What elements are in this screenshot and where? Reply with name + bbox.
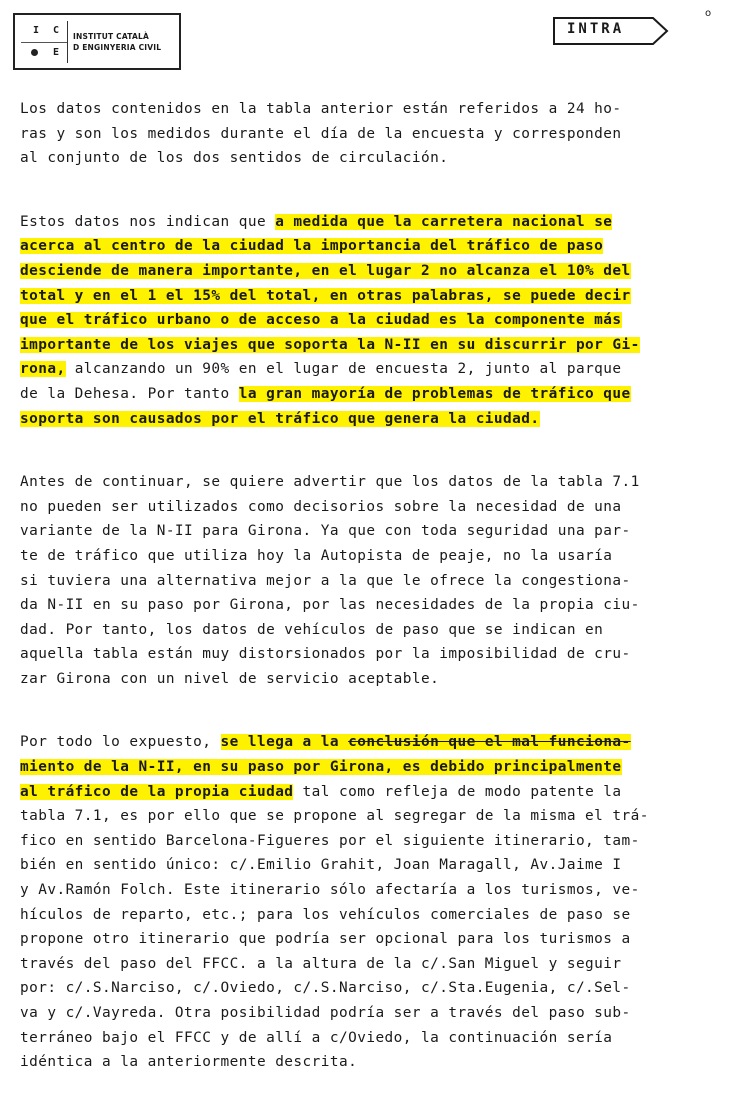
logo-cell-e: E	[53, 47, 60, 58]
text-segment: tal como refleja de modo patente la	[293, 783, 622, 800]
text-segment: bién en sentido único: c/.Emilio Grahit, Joan Maragall, Av.Jaime I	[20, 857, 622, 874]
text-segment: tabla 7.1, es por ello que se propone al segregar de la misma el trá-	[20, 808, 649, 825]
text-line	[20, 780, 720, 805]
text-line	[20, 618, 720, 643]
text-segment: Estos datos nos indican que	[20, 213, 276, 230]
text-segment: Antes de continuar, se quiere advertir que los datos de la tabla 7.1	[20, 474, 640, 491]
text-line	[20, 519, 720, 544]
logo-cell-i: I	[33, 25, 40, 36]
text-segment: de la Dehesa. Por tanto	[20, 385, 239, 402]
text-line	[20, 755, 720, 780]
text-line	[20, 878, 720, 903]
text-line	[20, 382, 720, 407]
highlighted-text: importante de los viajes que soporta la N-II en su discurrir por Gi-	[20, 336, 640, 353]
text-line	[20, 1001, 720, 1026]
text-line	[20, 234, 720, 259]
corner-mark: o	[705, 8, 712, 19]
logo-mark	[21, 21, 68, 63]
text-segment: idéntica a la anteriormente descrita.	[20, 1054, 358, 1071]
text-line	[20, 853, 720, 878]
highlighted-text: acerca al centro de la ciudad la importancia del tráfico de paso	[20, 238, 604, 255]
text-line	[20, 357, 720, 382]
logo-dot-icon	[31, 49, 38, 56]
text-segment: no pueden ser utilizados como decisorios sobre la necesidad de una	[20, 498, 622, 515]
paragraph	[20, 470, 720, 691]
text-segment: hículos de reparto, etc.; para los vehículos comerciales de paso se	[20, 906, 631, 923]
text-line	[20, 952, 720, 977]
text-line	[20, 210, 720, 235]
intra-label: INTRA	[567, 21, 625, 37]
text-line	[20, 903, 720, 928]
institute-logo	[13, 13, 181, 70]
document-body	[20, 97, 720, 1114]
text-segment: va y c/.Vayreda. Otra posibilidad podría ser a través del paso sub-	[20, 1005, 631, 1021]
logo-cell-c: C	[53, 25, 60, 36]
text-segment: alcanzando un 90% en el lugar de encuesta 2, junto al parque	[65, 361, 622, 378]
text-line	[20, 1050, 720, 1075]
highlighted-text: soporta son causados por el tráfico que genera la ciudad.	[20, 410, 540, 427]
intra-stamp	[553, 17, 669, 45]
text-line	[20, 976, 720, 1001]
text-segment: zar Girona con un nivel de servicio aceptable.	[20, 670, 440, 687]
highlighted-text: conclusión que el mal funciona-	[348, 734, 631, 751]
paragraph	[20, 97, 720, 171]
highlighted-text: desciende de manera importante, en el lugar 2 no alcanza el 10% del	[20, 262, 631, 279]
text-segment: si tuviera una alternativa mejor a la que le ofrece la congestiona-	[20, 572, 631, 589]
text-line	[20, 146, 720, 171]
text-line	[20, 593, 720, 618]
highlighted-text: se llega a la	[220, 734, 349, 751]
text-segment: Los datos contenidos en la tabla anterior están referidos a 24 ho-	[20, 101, 622, 117]
highlighted-text: que el tráfico urbano o de acceso a la ciudad es la componente más	[20, 312, 622, 329]
text-line	[20, 569, 720, 594]
text-segment: aquella tabla están muy distorsionados por la imposibilidad de cru-	[20, 646, 631, 663]
text-line	[20, 927, 720, 952]
highlighted-text: al tráfico de la propia ciudad	[20, 783, 294, 800]
text-segment: dad. Por tanto, los datos de vehículos de paso que se indican en	[20, 621, 604, 638]
highlighted-text: a medida que la carretera nacional se	[275, 213, 613, 230]
text-line	[20, 544, 720, 569]
text-segment: propone otro itinerario que podría ser opcional para los turismos a	[20, 931, 631, 948]
text-line	[20, 122, 720, 147]
text-line	[20, 470, 720, 495]
highlighted-text: total y en el 1 el 15% del total, en otras palabras, se puede decir	[20, 287, 631, 304]
text-line	[20, 829, 720, 854]
text-line	[20, 642, 720, 667]
paragraph	[20, 210, 720, 431]
text-segment: terráneo bajo el FFCC y de allí a c/Oviedo, la continuación sería	[20, 1029, 613, 1046]
text-line	[20, 333, 720, 358]
highlighted-text: miento de la N-II, en su paso por Girona, es debido principalmente	[20, 759, 622, 776]
text-segment: por: c/.S.Narciso, c/.Oviedo, c/.S.Narciso, c/.Sta.Eugenia, c/.Sel-	[20, 980, 631, 997]
text-line	[20, 495, 720, 520]
text-segment: fico en sentido Barcelona-Figueres por el siguiente itinerario, tam-	[20, 832, 640, 849]
text-segment: al conjunto de los dos sentidos de circulación.	[20, 150, 449, 167]
text-segment: ras y son los medidos durante el día de la encuesta y corresponden	[20, 125, 622, 142]
text-segment: variante de la N-II para Girona. Ya que con toda seguridad una par-	[20, 523, 631, 540]
text-segment: da N-II en su paso por Girona, por las necesidades de la propia ciu-	[20, 597, 640, 614]
paragraph	[20, 730, 720, 1074]
text-line	[20, 308, 720, 333]
text-segment: y Av.Ramón Folch. Este itinerario sólo afectaría a los turismos, ve-	[20, 882, 640, 899]
institute-name-line2: D ENGINYERIA CIVIL	[73, 43, 162, 52]
text-line	[20, 804, 720, 829]
text-line	[20, 97, 720, 122]
text-segment: Por todo lo expuesto,	[20, 734, 221, 751]
text-line	[20, 259, 720, 284]
text-line	[20, 284, 720, 309]
institute-name	[73, 31, 161, 53]
highlighted-text: la gran mayoría de problemas de tráfico que	[238, 385, 631, 402]
text-line	[20, 730, 720, 755]
text-line	[20, 667, 720, 692]
highlighted-text: rona,	[20, 361, 66, 378]
text-segment: través del paso del FFCC. a la altura de la c/.San Miguel y seguir	[20, 955, 622, 972]
text-line	[20, 1026, 720, 1051]
text-segment: te de tráfico que utiliza hoy la Autopista de peaje, no la usaría	[20, 547, 613, 564]
institute-name-line1: INSTITUT CATALÀ	[73, 32, 149, 41]
text-line	[20, 407, 720, 432]
